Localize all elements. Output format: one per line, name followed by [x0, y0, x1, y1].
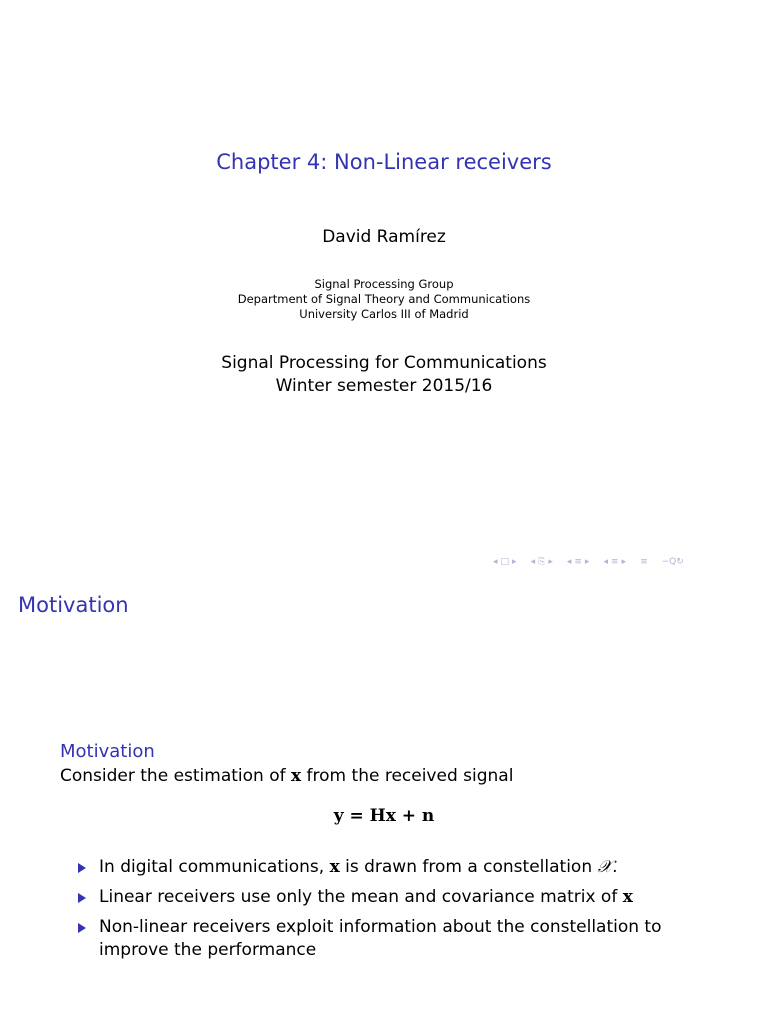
- intro-var: x: [291, 766, 302, 786]
- bullet-list: [78, 856, 718, 969]
- bullet-text: Non-linear receivers exploit information about the constellation to improve the performance: [99, 917, 662, 960]
- nav-next-section-icon[interactable]: ▸: [584, 557, 590, 567]
- affiliation-department: Department of Signal Theory and Communications: [237, 292, 531, 306]
- nav-prev-slide-icon[interactable]: ◂: [493, 557, 498, 567]
- beamer-navigation-bar: [493, 557, 684, 567]
- signal-equation: y = Hx + n: [333, 806, 435, 826]
- nav-search-icon[interactable]: ∽Q↻: [661, 557, 684, 567]
- intro-text: [60, 766, 513, 786]
- bullet-triangle-icon: [78, 863, 86, 873]
- affiliation: [0, 277, 768, 322]
- bullet-text: In digital communications,: [99, 857, 330, 877]
- bullet-var: x: [622, 887, 633, 907]
- constellation-symbol: 𝒳: [597, 857, 613, 877]
- affiliation-group: Signal Processing Group: [314, 277, 454, 291]
- chapter-title: Chapter 4: Non-Linear receivers: [216, 150, 552, 174]
- nav-menu-icon[interactable]: ≡: [640, 557, 648, 567]
- affiliation-university: University Carlos III of Madrid: [299, 307, 469, 321]
- list-item: [78, 856, 718, 879]
- block-title: Motivation: [60, 741, 155, 762]
- intro-before: Consider the estimation of: [60, 766, 292, 786]
- bullet-var: x: [329, 857, 340, 877]
- bullet-triangle-icon: [78, 893, 86, 903]
- intro-after: from the received signal: [301, 766, 514, 786]
- list-item: [78, 916, 718, 962]
- nav-subsection-icon[interactable]: ≡: [610, 557, 619, 567]
- bullet-text: is drawn from a constellation: [339, 857, 598, 877]
- nav-next-subsection-icon[interactable]: ▸: [621, 557, 627, 567]
- bullet-text: Linear receivers use only the mean and covariance matrix of: [99, 887, 623, 907]
- frame-title: Motivation: [18, 593, 129, 617]
- nav-next-frame-icon[interactable]: ▸: [548, 557, 553, 567]
- nav-slide-icon[interactable]: □: [500, 557, 510, 567]
- nav-prev-frame-icon[interactable]: ◂: [530, 557, 536, 567]
- nav-prev-section-icon[interactable]: ◂: [566, 557, 572, 567]
- course-info: [0, 352, 768, 398]
- bullet-text: .: [612, 857, 618, 877]
- motivation-slide: [0, 576, 768, 1024]
- nav-prev-subsection-icon[interactable]: ◂: [603, 557, 608, 567]
- nav-next-slide-icon[interactable]: ▸: [512, 557, 517, 567]
- author-name: David Ramírez: [322, 227, 446, 247]
- course-name: Signal Processing for Communications: [221, 353, 547, 373]
- list-item: [78, 886, 718, 909]
- semester: Winter semester 2015/16: [275, 376, 493, 396]
- nav-section-icon[interactable]: ≡: [574, 557, 582, 567]
- bullet-triangle-icon: [78, 923, 86, 933]
- nav-frame-icon[interactable]: ⎘: [538, 557, 546, 567]
